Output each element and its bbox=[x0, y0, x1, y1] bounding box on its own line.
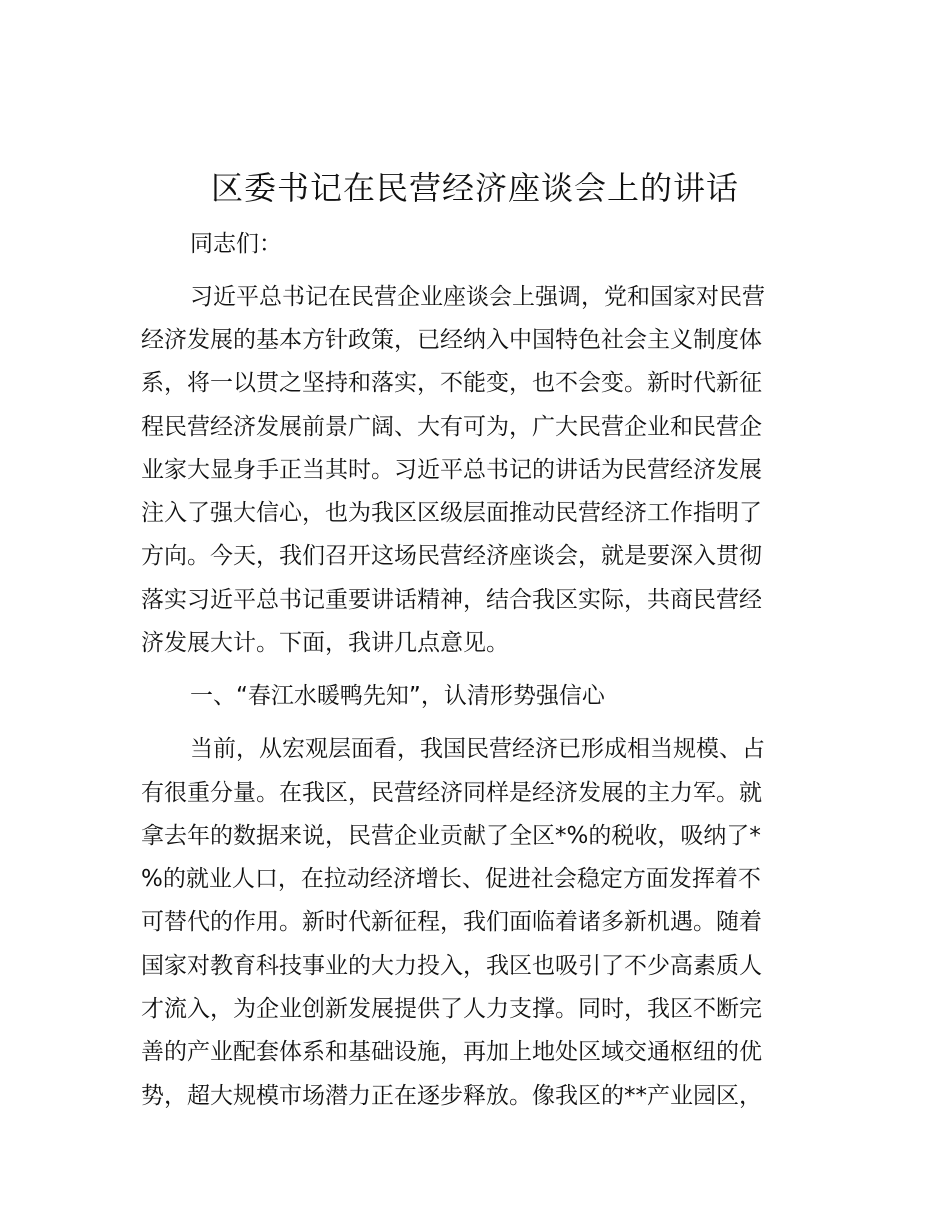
paragraph-line: 国家对教育科技事业的大力投入，我区也吸引了不少高素质人 bbox=[141, 953, 762, 979]
salutation: 同志们： bbox=[190, 231, 282, 257]
paragraph-line: 当前，从宏观层面看，我国民营经济已形成相当规模、占 bbox=[190, 736, 765, 762]
document-title: 区委书记在民营经济座谈会上的讲话 bbox=[210, 169, 739, 207]
paragraph-line: 拿去年的数据来说，民营企业贡献了全区*%的税收，吸纳了* bbox=[141, 823, 761, 849]
paragraph-line: 才流入，为企业创新发展提供了人力支撑。同时，我区不断完 bbox=[141, 996, 762, 1022]
paragraph-line: 可替代的作用。新时代新征程，我们面临着诸多新机遇。随着 bbox=[141, 909, 762, 935]
section-heading: 一、“春江水暖鸭先知”，认清形势强信心 bbox=[190, 683, 605, 709]
paragraph-line: 业家大显身手正当其时。习近平总书记的讲话为民营经济发展 bbox=[141, 457, 762, 483]
paragraph-line: 有很重分量。在我区，民营经济同样是经济发展的主力军。就 bbox=[141, 780, 762, 806]
paragraph-line: 程民营经济发展前景广阔、大有可为，广大民营企业和民营企 bbox=[141, 414, 762, 440]
paragraph-line: 落实习近平总书记重要讲话精神，结合我区实际，共商民营经 bbox=[141, 587, 762, 613]
paragraph-line: 方向。今天，我们召开这场民营经济座谈会，就是要深入贯彻 bbox=[141, 543, 762, 569]
paragraph-line: 善的产业配套体系和基础设施，再加上地处区域交通枢纽的优 bbox=[141, 1039, 762, 1065]
paragraph-line: 济发展大计。下面，我讲几点意见。 bbox=[141, 630, 509, 656]
paragraph-line: 经济发展的基本方针政策，已经纳入中国特色社会主义制度体 bbox=[141, 327, 762, 353]
paragraph-line: 习近平总书记在民营企业座谈会上强调，党和国家对民营 bbox=[190, 284, 765, 310]
paragraph-line: 势，超大规模市场潜力正在逐步释放。像我区的**产业园区， bbox=[141, 1083, 762, 1109]
paragraph-line: 注入了强大信心，也为我区区级层面推动民营经济工作指明了 bbox=[141, 500, 762, 526]
paragraph-line: 系，将一以贯之坚持和落实，不能变，也不会变。新时代新征 bbox=[141, 370, 762, 396]
paragraph-line: %的就业人口，在拉动经济增长、促进社会稳定方面发挥着不 bbox=[141, 866, 761, 892]
